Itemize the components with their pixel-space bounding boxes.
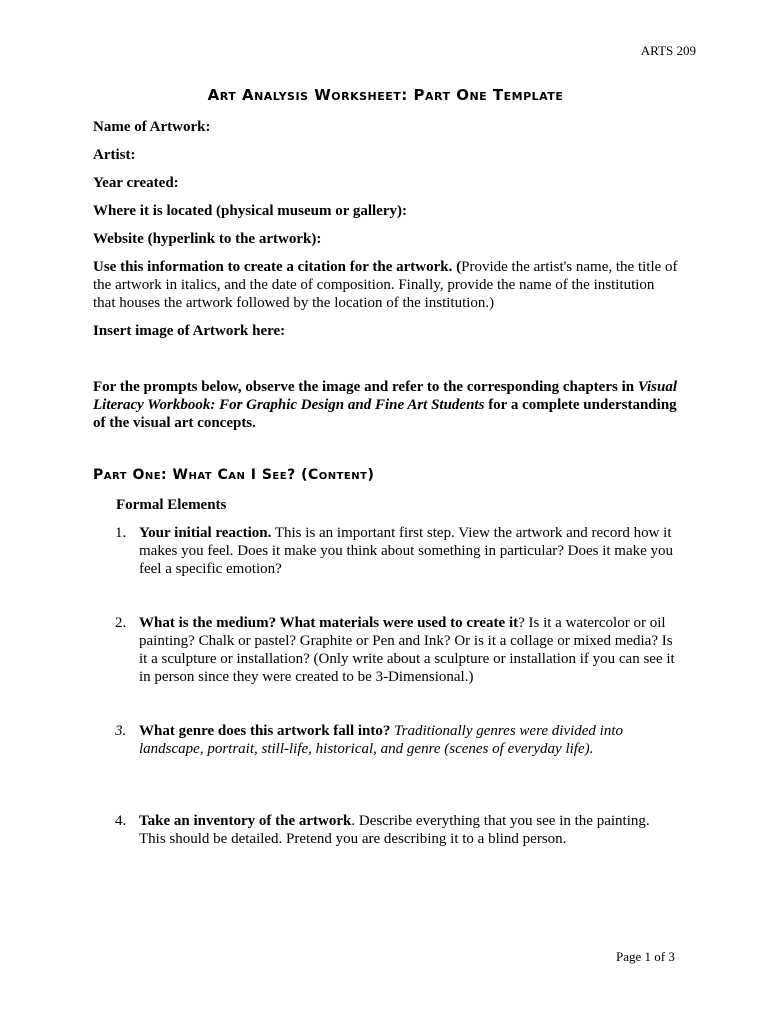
question-item — [93, 722, 678, 758]
field-artwork-name: Name of Artwork: — [93, 119, 211, 135]
question-list — [93, 524, 678, 848]
field-year-created: Year created: — [93, 175, 179, 191]
question-number: 1. — [115, 525, 127, 541]
question-bold: Take an inventory of the artwork — [139, 813, 352, 829]
section-heading: Part One: What Can I See? (Content) — [93, 467, 375, 483]
field-location: Where it is located (physical museum or gallery): — [93, 203, 407, 219]
question-text: . Describe everything that you see in the painting. This should be detailed. Pretend you are describing it to a blind person. — [139, 813, 650, 847]
insert-image-label: Insert image of Artwork here: — [93, 323, 286, 339]
question-item — [93, 812, 678, 848]
section-subheading: Formal Elements — [116, 497, 227, 513]
prompt-instructions — [93, 378, 678, 432]
citation-lead: Use this information to create a citation for the artwork. ( — [93, 259, 462, 275]
page-footer-number: Page 1 of 3 — [616, 949, 675, 964]
field-artist: Artist: — [93, 147, 136, 163]
book-title: Visual Literacy Workbook: For Graphic Design and Fine Art Students — [93, 379, 678, 413]
document-body — [93, 86, 678, 848]
question-number: 2. — [115, 615, 127, 631]
question-text: Traditionally genres were divided into landscape, portrait, still-life, historical, and genre (scenes of everyday life). — [139, 723, 624, 757]
question-number: 3. — [115, 723, 127, 739]
page-header-course: ARTS 209 — [640, 43, 696, 58]
citation-instructions — [93, 258, 678, 312]
citation-body: Provide the artist's name, the title of the artwork in italics, and the date of composition. Finally, provide the name of the institution that houses the artwork followed by the location of the institution.) — [93, 259, 678, 311]
question-text: ? Is it a watercolor or oil painting? Chalk or pastel? Graphite or Pen and Ink? Or is it a collage or mixed media? Is it a sculpture or installation? (Only write about a sculpture or installation if you can see it in person since they were created to be 3-Dimensional.) — [139, 615, 675, 685]
question-item — [93, 614, 678, 686]
question-item — [93, 524, 678, 578]
question-number: 4. — [115, 813, 127, 829]
question-bold: What is the medium? What materials were used to create it — [139, 615, 519, 631]
prompt-lead: For the prompts below, observe the image and refer to the corresponding chapters in — [93, 379, 638, 395]
field-website: Website (hyperlink to the artwork): — [93, 231, 322, 247]
question-text: This is an important first step. View the artwork and record how it makes you feel. Does it make you think about something in particular? Does it make you feel a specific emotion? — [139, 525, 674, 577]
question-bold: Your initial reaction. — [139, 525, 272, 541]
question-bold: What genre does this artwork fall into? — [139, 723, 391, 739]
page-title: Art Analysis Worksheet: Part One Template — [207, 86, 564, 104]
prompt-tail: for a complete understanding of the visual art concepts. — [93, 397, 677, 431]
